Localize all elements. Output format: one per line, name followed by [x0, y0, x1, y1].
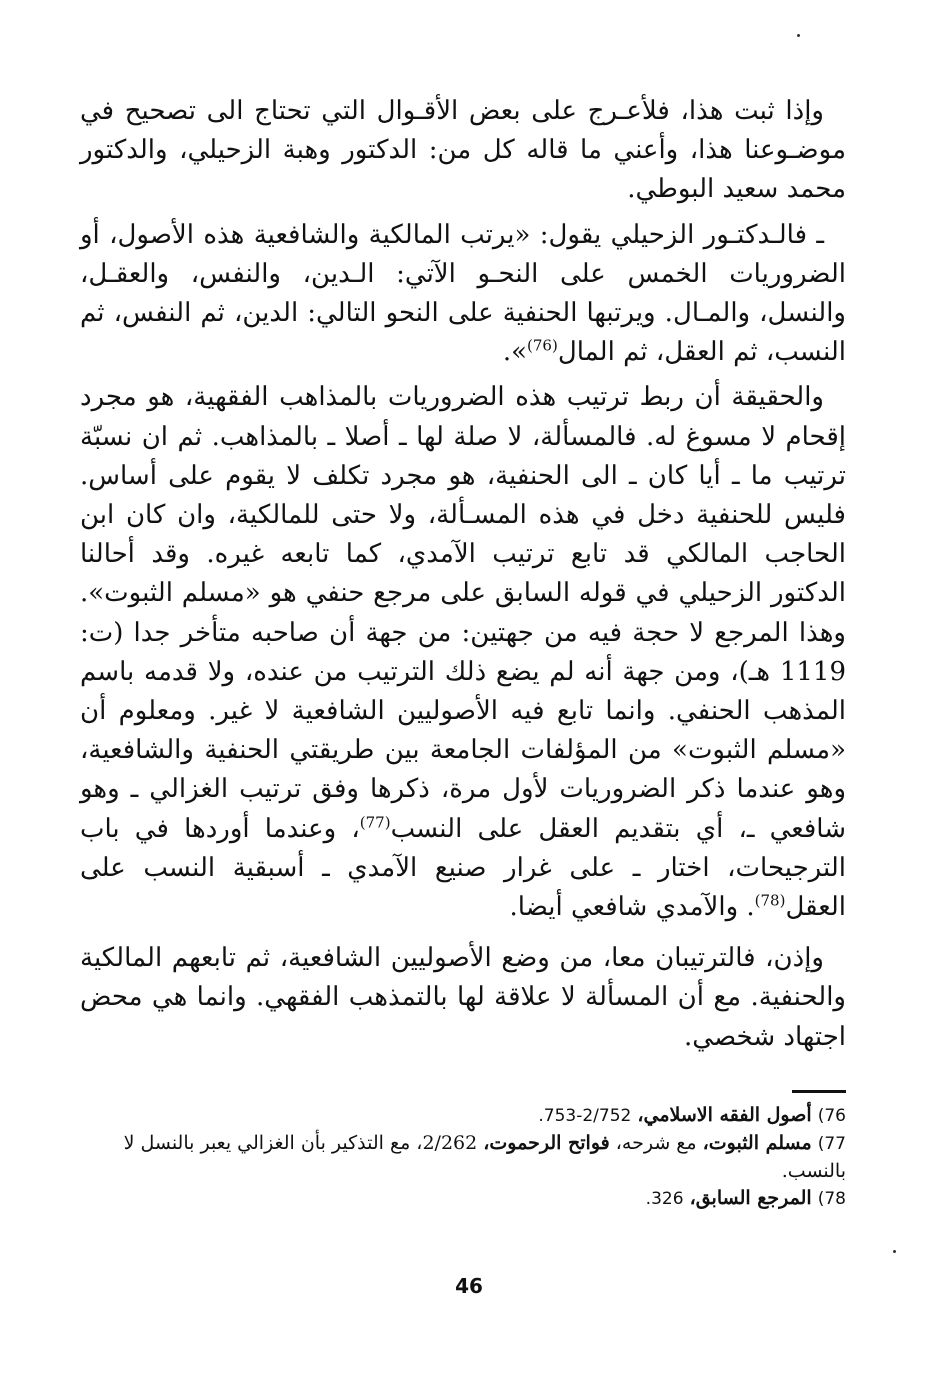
paragraph-text: . والآمدي شافعي أيضا. — [509, 892, 755, 923]
footnote-separator — [792, 1090, 846, 1093]
footnote-pages: 326. — [645, 1189, 684, 1209]
footnote-78 — [80, 1185, 846, 1213]
scan-speck — [797, 34, 800, 37]
page-body — [80, 92, 846, 1063]
paragraph-analysis — [80, 378, 846, 927]
footnote-pages: 2/752-753. — [538, 1106, 632, 1126]
paragraph-zuhayli-quote — [80, 216, 846, 373]
scan-speck — [893, 1250, 896, 1253]
footnote-title-secondary: فواتح الرحموت، — [483, 1132, 610, 1154]
footnote-77 — [80, 1130, 846, 1185]
footnote-76 — [80, 1102, 846, 1130]
page-number: 46 — [455, 1274, 483, 1298]
quote-close: ». — [502, 337, 528, 368]
footnote-text: مع شرحه، — [615, 1132, 697, 1154]
footnote-title: المرجع السابق، — [689, 1187, 812, 1209]
footnote-ref-77[interactable]: (77) — [359, 813, 391, 831]
paragraph-text: والحقيقة أن ربط ترتيب هذه الضروريات بالمذاهب الفقهية، هو مجرد إقحام لا مسوغ له. فالمسألة، لا صلة لها ـ أصلا ـ بالمذاهب. ثم ان نسبّة ترتيب ما ـ أيا كان ـ الى الحنفية، هو مجرد تكلف لا يقوم على أساس. فليس للحنفية دخل في هذه المسـألة، ولا حتى للمالكية، وان كان ابن الحاجب المالكي قد تابع ترتيب الآمدي، كما تابعه غيره. وقد أحالنا الدكتور الزحيلي في قوله السابق على مرجع حنفي هو «مسلم الثبوت». وهذا المرجع لا حجة فيه من جهتين: من جهة أن صاحبه متأخر جدا (ت: 1119 هـ)، ومن جهة أنه لم يضع ذلك الترتيب من عنده، ولا قدمه باسم المذهب الحنفي. وانما تابع فيه الأصوليين الشافعية لا غير. ومعلوم أن «مسلم الثبوت» من المؤلفات الجامعة بين طريقتي الحنفية والشافعية، وهو عندما ذكر الضروريات لأول مرة، ذكرها وفق ترتيب الغزالي ـ وهو شافعي ـ، أي بتقديم العقل على النسب — [80, 382, 846, 844]
paragraph-text: ، وعندما أوردها في باب الترجيحات، اختار ـ على غرار صنيع الآمدي ـ أسبقية النسب على العقل — [80, 813, 846, 923]
footnote-title: أصول الفقه الاسلامي، — [637, 1104, 812, 1126]
footnote-ref-78[interactable]: (78) — [754, 891, 786, 910]
footnote-number: 76) — [817, 1106, 846, 1126]
footnote-ref-76[interactable]: (76) — [527, 336, 558, 355]
paragraph-intro: وإذا ثبت هذا، فلأعـرج على بعض الأقـوال التي تحتاج الى تصحيح في موضـوعنا هذا، وأعني ما قاله كل من: الدكتور وهبة الزحيلي، والدكتور محمد سعيد البوطي. — [80, 96, 846, 205]
footnote-text: 2/262، مع التذكير بأن الغزالي يعبر بالنسل لا بالنسب. — [123, 1132, 846, 1182]
paragraph-text: ـ فالـدكتـور الزحيلي يقول: «يرتب المالكية والشافعية هذه الأصول، أو الضروريات الخمس على النحـو الآتي: الـدين، والنفس، والعقـل، والنسل، والمـال. ويرتبها الحنفية على النحو التالي: الدين، ثم النفس، ثم النسب، ثم العقل، ثم المال — [80, 219, 846, 368]
footnote-number: 78) — [817, 1189, 846, 1209]
paragraph-conclusion: وإذن، فالترتيبان معا، من وضع الأصوليين الشافعية، ثم تابعهم المالكية والحنفية. مع أن المسألة لا علاقة لها بالتمذهب الفقهي. وانما هي محض اجتهاد شخصي. — [80, 943, 846, 1052]
footnote-title: مسلم الثبوت، — [702, 1132, 812, 1154]
footnote-number: 77) — [817, 1134, 846, 1154]
footnotes — [80, 1102, 846, 1213]
